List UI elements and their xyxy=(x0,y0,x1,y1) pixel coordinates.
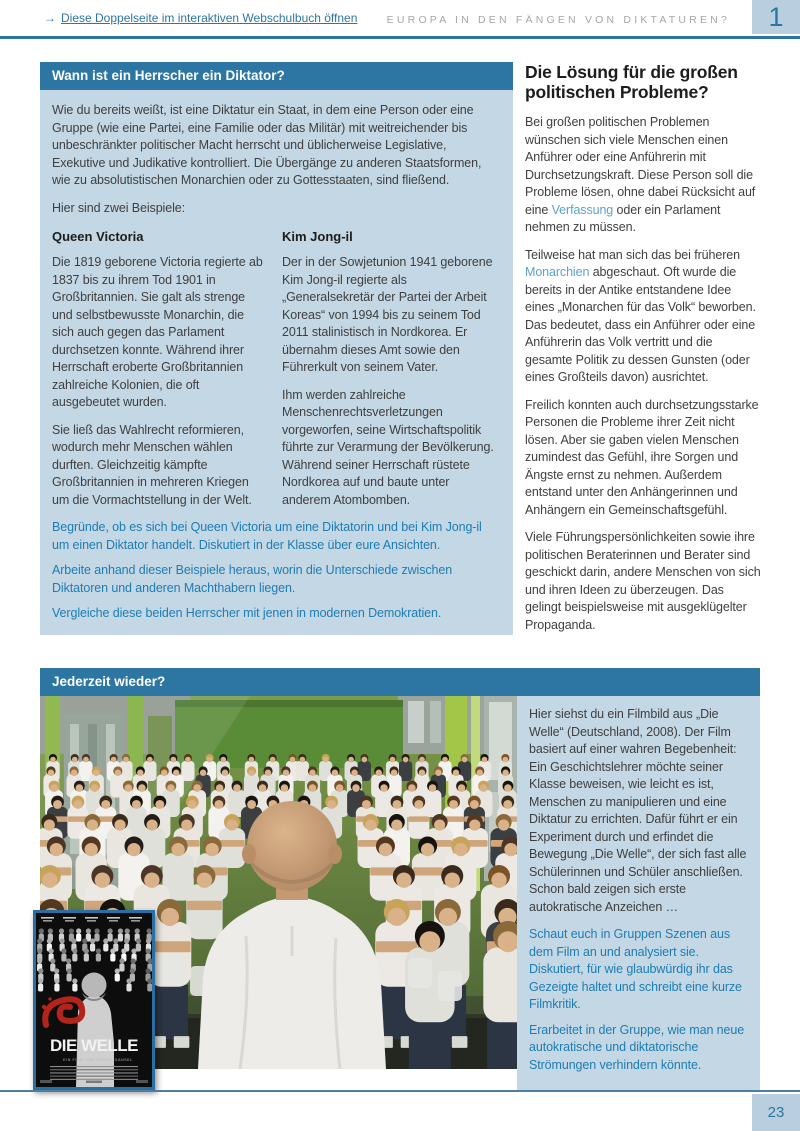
page-number: 23 xyxy=(767,1104,785,1121)
intro-paragraph: Wie du bereits weißt, ist eine Diktatur ein Staat, in dem eine Person oder eine Gruppe (wie eine Partei, eine Familie oder das Militär) mit weitreichender bis unbeschränkter politischer Macht herrscht und üblicherweise Legislative, Exekutive und Judikative kontrolliert. Die Übergänge zu anderen Staatsformen, wie zu absolutistischen Monarchien oder zu Gottesstaaten, sind fließend. xyxy=(52,103,482,187)
task-item: Schaut euch in Gruppen Szenen aus dem Film an und analysiert sie. Diskutiert, für wie glaubwürdig ihr das Gezeigte haltet und schreibt eine kurze Filmkritik. xyxy=(529,927,742,1011)
webbook-link[interactable] xyxy=(44,11,357,25)
example-paragraph: Sie ließ das Wahlrecht reformieren, wodurch mehr Menschen wählen durften. Gleichzeitig kämpfte Großbritannien in mehreren Kriegen um die Vormachtstellung in der Welt. xyxy=(52,422,252,507)
poster-credit: EIN FILM VON DENNIS GANSEL xyxy=(63,1058,133,1062)
example-heading: Kim Jong-il xyxy=(282,229,353,244)
film-text-panel xyxy=(517,696,760,1092)
example-queen-victoria xyxy=(52,229,264,519)
box-body xyxy=(40,90,513,635)
chapter-number: 1 xyxy=(768,1,784,32)
page-number-box xyxy=(752,1094,800,1131)
die-welle-movie-poster xyxy=(33,910,155,1090)
paragraph-text: oder ein Parlament nehmen zu müssen. xyxy=(525,202,721,234)
paragraph-text: abgeschaut. Oft wurde die bereits in der Antike entstandene Idee eines „Monarchen für das Volk“ beworben. Das bedeutet, dass ein Anführer oder eine Anführerin das Volk vertritt und die gesamte Politik zu dessen Gunsten (oder eines Großteils davon) ausrichtet. xyxy=(525,265,756,384)
arrow-right-icon: → xyxy=(44,11,56,25)
footer-rule xyxy=(0,1090,800,1092)
film-still-die-welle xyxy=(40,696,517,1069)
article-heading: Die Lösung für die großen politischen Probleme? xyxy=(525,62,738,102)
examples-lead: Hier sind zwei Beispiele: xyxy=(52,200,185,215)
dictator-info-box xyxy=(40,62,513,635)
task-item: Arbeite anhand dieser Beispiele heraus, worin die Unterschiede zwischen Diktatoren und anderen Machthabern liegen. xyxy=(52,563,453,595)
article-paragraph: Viele Führungspersönlichkeiten sowie ihre politischen Beraterinnen und Berater sind geschickt darin, andere Menschen von sich und ihren Ideen zu überzeugen. Das gelingt beispielsweise mit ausgeklügelter Propaganda. xyxy=(525,530,761,632)
poster-title: DIE WELLE xyxy=(49,1036,139,1055)
poster-image xyxy=(36,913,152,1087)
article-paragraph xyxy=(525,114,763,237)
header-rule xyxy=(0,36,800,39)
example-paragraph: Ihm werden zahlreiche Menschenrechtsverletzungen vorgeworfen, seine Wirtschaftspolitik führte zur Verarmung der Bevölkerung. Während seiner Herrschaft rüstete Nordkorea auf und baute unter anderem Atombomben. xyxy=(282,387,494,507)
film-description: Hier siehst du ein Filmbild aus „Die Welle“ (Deutschland, 2008). Der Film basiert auf einer wahren Begebenheit: Ein Geschichtslehrer möchte seiner Klasse beweisen, wie leicht es ist, Menschen zu manipulieren und eine Diktatur zu errichten. Dafür führt er ein Experiment durch und erfindet die Bewegung „Die Welle“, der sich fast alle Schülerinnen und Schüler anschließen. Schon bald zeigen sich erste autokratische Anzeichen … xyxy=(529,707,747,914)
article-paragraph xyxy=(525,247,763,387)
verfassung-link[interactable]: Verfassung xyxy=(551,202,614,217)
webbook-link-label[interactable]: Diese Doppelseite im interaktiven Webschulbuch öffnen xyxy=(61,11,358,25)
example-heading: Queen Victoria xyxy=(52,229,144,244)
paragraph-text: Teilweise hat man sich das bei früheren xyxy=(525,247,740,262)
film-box xyxy=(40,668,760,1092)
task-item: Begründe, ob es sich bei Queen Victoria um eine Diktatorin und bei Kim Jong-il um einen Diktator handelt. Diskutiert in der Klasse über eure Ansichten. xyxy=(52,520,482,552)
box-title: Wann ist ein Herrscher ein Diktator? xyxy=(40,62,513,90)
running-head: EUROPA IN DEN FÄNGEN VON DIKTATUREN? xyxy=(386,14,730,26)
article-paragraph: Freilich konnten auch durchsetzungsstarke Personen die Probleme ihrer Zeit nicht lösen. Aber sie gaben vielen Menschen zumindest das Gefühl, ihre Sorgen und Ängste ernst zu nehmen. Außerdem entstand unter den Anhängerinnen und Anhängern ein Gemeinschaftsgefühl. xyxy=(525,397,759,517)
example-paragraph: Der in der Sowjetunion 1941 geborene Kim Jong-il regierte als „Generalsekretär der Partei der Arbeit Koreas“ von 1994 bis zu seinem Tod 2011 stalinistisch in Nordkorea. Er übernahm dieses Amt sowie den Führerkult von seinem Vater. xyxy=(282,255,493,374)
chapter-number-box xyxy=(752,0,800,34)
paragraph-text: Bei großen politischen Problemen wünschen sich viele Menschen einen Anführer oder eine Anführerin mit Durchsetzungskraft. Diese Person soll die Probleme lösen, ohne dabei Rücksicht auf eine xyxy=(525,115,756,217)
example-kim-jong-il xyxy=(282,229,494,519)
box-title: Jederzeit wieder? xyxy=(40,668,760,696)
monarchien-link[interactable]: Monarchien xyxy=(525,265,590,279)
example-paragraph: Die 1819 geborene Victoria regierte ab 1837 bis zu ihrem Tod 1901 in Großbritannien. Sie galt als strenge und selbstbewusste Monarchin, die sich auch gegen das Parlament durchsetzen konnte. Während ihrer Herrschaft eroberte Großbritannien zahlreiche Kolonien, die oft ausgebeutet wurden. xyxy=(52,255,263,409)
task-item: Erarbeitet in der Gruppe, wie man neue autokratische und diktatorische Strömungen verhindern könnte. xyxy=(529,1022,745,1072)
solution-article xyxy=(525,62,763,644)
task-item: Vergleiche diese beiden Herrscher mit jenen in modernen Demokratien. xyxy=(52,606,442,620)
